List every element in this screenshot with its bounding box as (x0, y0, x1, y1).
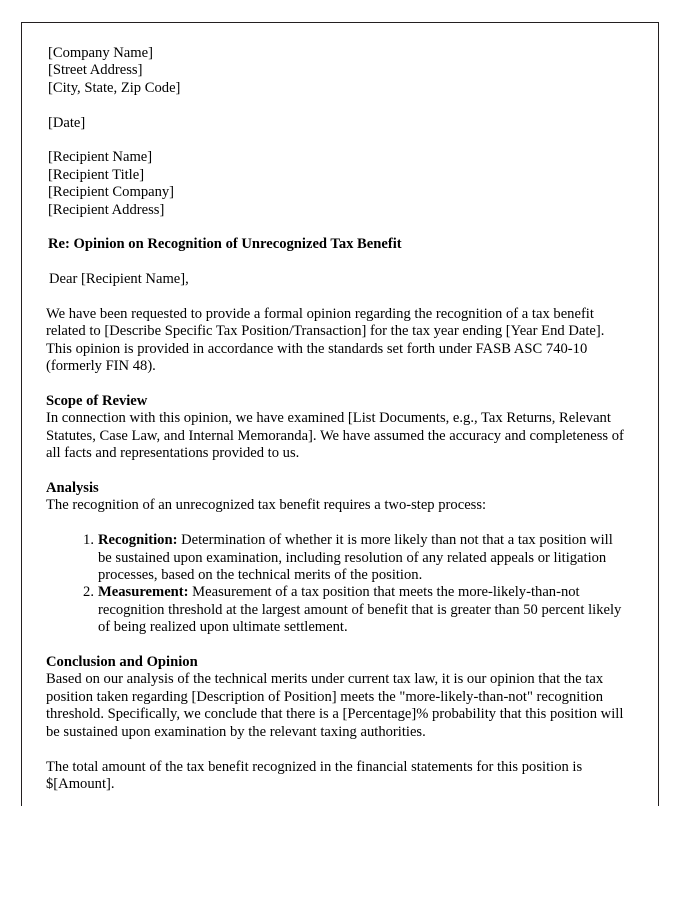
spacer (46, 515, 630, 532)
salutation: Dear [Recipient Name], (49, 271, 189, 288)
step-term: Measurement: (98, 584, 189, 601)
list-item (46, 532, 630, 584)
intro-paragraph: We have been requested to provide a formal opinion regarding the recognition of a tax benefit related to [Describe Specific Tax Position/Transaction] for the tax year ending [Year End Date]. This opinion is provided in accordance with the standards set forth under FASB ASC 740-10 (formerly FIN 48). (46, 306, 605, 375)
scope-heading: Scope of Review (46, 393, 148, 410)
document-page (21, 22, 659, 806)
recipient-address-line: [Recipient Address] (48, 201, 165, 218)
analysis-heading: Analysis (46, 480, 99, 497)
spacer (46, 376, 630, 393)
recipient-address-line: [Recipient Name] (48, 149, 153, 166)
subject-line: Re: Opinion on Recognition of Unrecognized Tax Benefit (48, 236, 402, 253)
letter-date: [Date] (48, 114, 86, 131)
conclusion-paragraph: Based on our analysis of the technical merits under current tax law, it is our opinion that the tax position taken regarding [Description of Position] meets the "more-likely-than-not" recognition threshold. Specifically, we conclude that there is a [Percentage]% probability that this position will be sustained upon examination by the relevant taxing authorities. (46, 671, 624, 740)
spacer (46, 637, 630, 654)
recipient-address-line: [Recipient Company] (48, 184, 175, 201)
sender-address-line: [Company Name] (48, 45, 153, 61)
conclusion-heading: Conclusion and Opinion (46, 654, 198, 671)
sender-address-block (46, 45, 630, 97)
step-term: Recognition: (98, 532, 178, 549)
step-text: Determination of whether it is more likely than not that a tax position will be sustained upon examination, including resolution of any related appeals or litigation processes, based on the technical merits of the position. (98, 532, 613, 584)
step-text: Measurement of a tax position that meets the more-likely-than-not recognition threshold at the largest amount of benefit that is greater than 50 percent likely of being realized upon ultimate settlement. (98, 584, 622, 636)
analysis-steps-list (46, 532, 630, 636)
letter-body (46, 45, 630, 793)
recipient-address-block (46, 149, 630, 219)
sender-address-line: [City, State, Zip Code] (48, 79, 181, 96)
spacer (46, 463, 630, 480)
spacer (46, 254, 630, 271)
spacer (46, 219, 630, 236)
spacer (46, 132, 630, 149)
list-item (46, 584, 630, 636)
amount-paragraph: The total amount of the tax benefit recognized in the financial statements for this position is $[Amount]. (46, 758, 583, 792)
recipient-address-line: [Recipient Title] (48, 166, 145, 183)
date-block (46, 115, 630, 132)
sender-address-line: [Street Address] (48, 62, 143, 79)
analysis-paragraph: The recognition of an unrecognized tax benefit requires a two-step process: (46, 497, 487, 514)
spacer (46, 97, 630, 114)
scope-paragraph: In connection with this opinion, we have examined [List Documents, e.g., Tax Returns, Relevant Statutes, Case Law, and Internal Memoranda]. We have assumed the accuracy and completeness of all facts and representations provided to us. (46, 410, 624, 462)
spacer (46, 741, 630, 758)
spacer (46, 289, 630, 306)
